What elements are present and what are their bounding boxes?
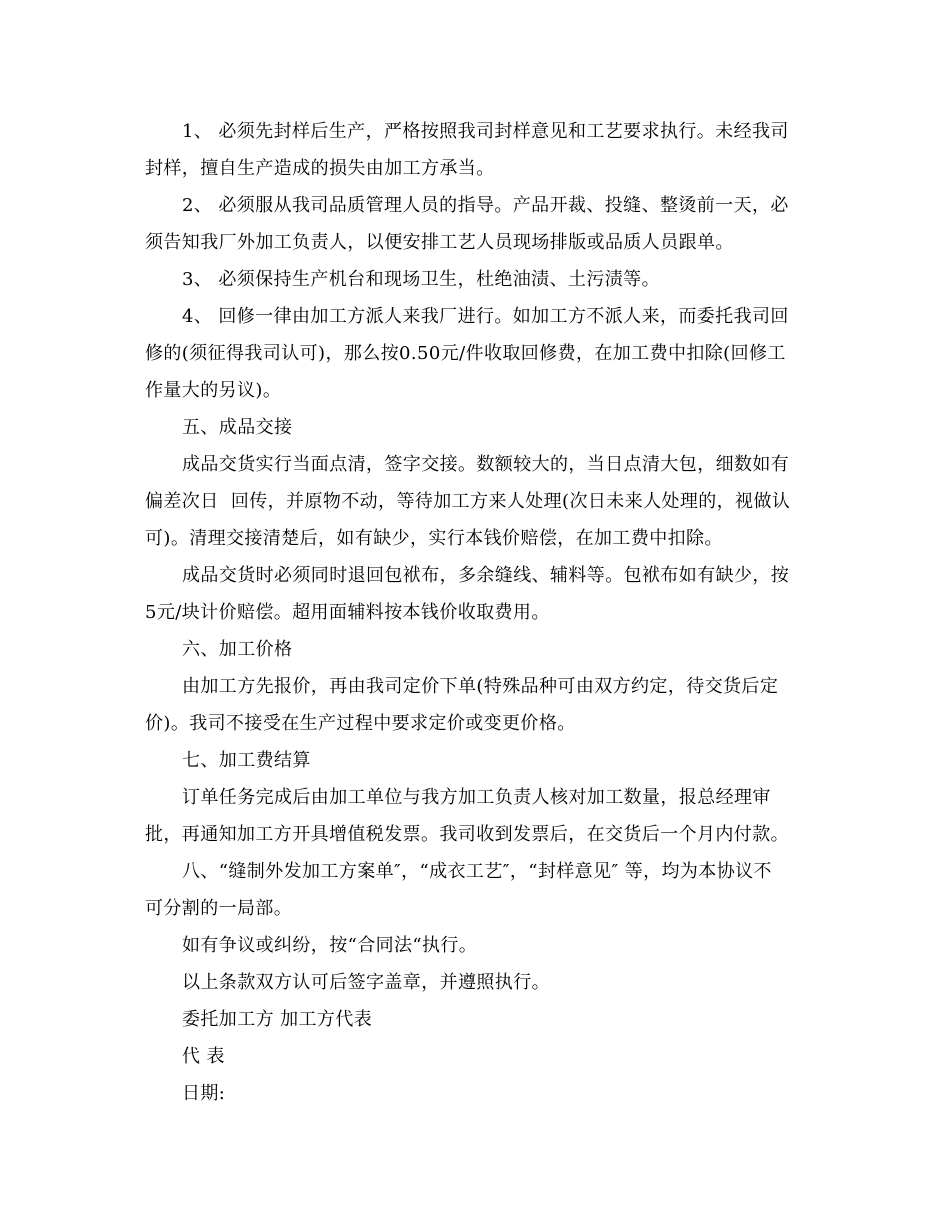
section-8-line-1: 八、“缝制外发加工方案单″，“成衣工艺″，“封样意见″ 等，均为本协议不 bbox=[182, 861, 772, 882]
section-8-line-2: 可分割的一局部。 bbox=[145, 898, 293, 919]
section-7-para-line-2: 批，再通知加工方开具增值税发票。我司收到发票后，在交货后一个月内付款。 bbox=[145, 824, 789, 845]
section-7-para-line-1: 订单任务完成后由加工单位与我方加工负责人核对加工数量，报总经理审 bbox=[182, 787, 771, 808]
section-6-heading: 六、加工价格 bbox=[182, 639, 293, 660]
section-5-para-1-line-1: 成品交货实行当面点清，签字交接。数额较大的，当日点清大包，细数如有 bbox=[182, 454, 790, 475]
section-6-para-line-1: 由加工方先报价，再由我司定价下单(特殊品种可由双方约定，待交货后定 bbox=[182, 676, 779, 697]
dispute-clause: 如有争议或纠纷，按“合同法“执行。 bbox=[182, 935, 478, 956]
signature-representative: 代 表 bbox=[182, 1046, 225, 1067]
clause-2-line-2: 须告知我厂外加工负责人，以便安排工艺人员现场排版或品质人员跟单。 bbox=[145, 232, 734, 253]
clause-4-line-3: 作量大的另议)。 bbox=[145, 380, 282, 401]
agreement-clause: 以上条款双方认可后签字盖章，并遵照执行。 bbox=[182, 972, 550, 993]
clause-4-line-1: 4、 回修一律由加工方派人来我厂进行。如加工方不派人来，而委托我司回 bbox=[182, 306, 789, 327]
section-5-para-1-line-2: 偏差次日 回传，并原物不动，等待加工方来人处理(次日未来人处理的，视做认 bbox=[145, 491, 791, 512]
section-5-para-1-line-3: 可)。清理交接清楚后，如有缺少，实行本钱价赔偿，在加工费中扣除。 bbox=[145, 528, 723, 549]
signature-parties: 委托加工方 加工方代表 bbox=[182, 1009, 373, 1030]
clause-2-line-1: 2、 必须服从我司品质管理人员的指导。产品开裁、投缝、整烫前一天，必 bbox=[182, 195, 789, 216]
section-5-para-2-line-1: 成品交货时必须同时退回包袱布，多余缝线、辅料等。包袱布如有缺少，按 bbox=[182, 565, 790, 586]
signature-date: 日期: bbox=[182, 1083, 226, 1104]
section-6-para-line-2: 价)。我司不接受在生产过程中要求定价或变更价格。 bbox=[145, 713, 576, 734]
clause-3-line-1: 3、 必须保持生产机台和现场卫生，杜绝油渍、土污渍等。 bbox=[182, 269, 660, 290]
section-5-heading: 五、成品交接 bbox=[182, 417, 293, 438]
clause-1-line-1: 1、 必须先封样后生产，严格按照我司封样意见和工艺要求执行。未经我司 bbox=[182, 121, 789, 142]
section-5-para-2-line-2: 5元/块计价赔偿。超用面辅料按本钱价收取费用。 bbox=[145, 602, 550, 623]
section-7-heading: 七、加工费结算 bbox=[182, 750, 311, 771]
clause-4-line-2: 修的(须征得我司认可)，那么按0.50元/件收取回修费，在加工费中扣除(回修工 bbox=[145, 343, 786, 364]
clause-1-line-2: 封样，擅自生产造成的损失由加工方承当。 bbox=[145, 158, 495, 179]
